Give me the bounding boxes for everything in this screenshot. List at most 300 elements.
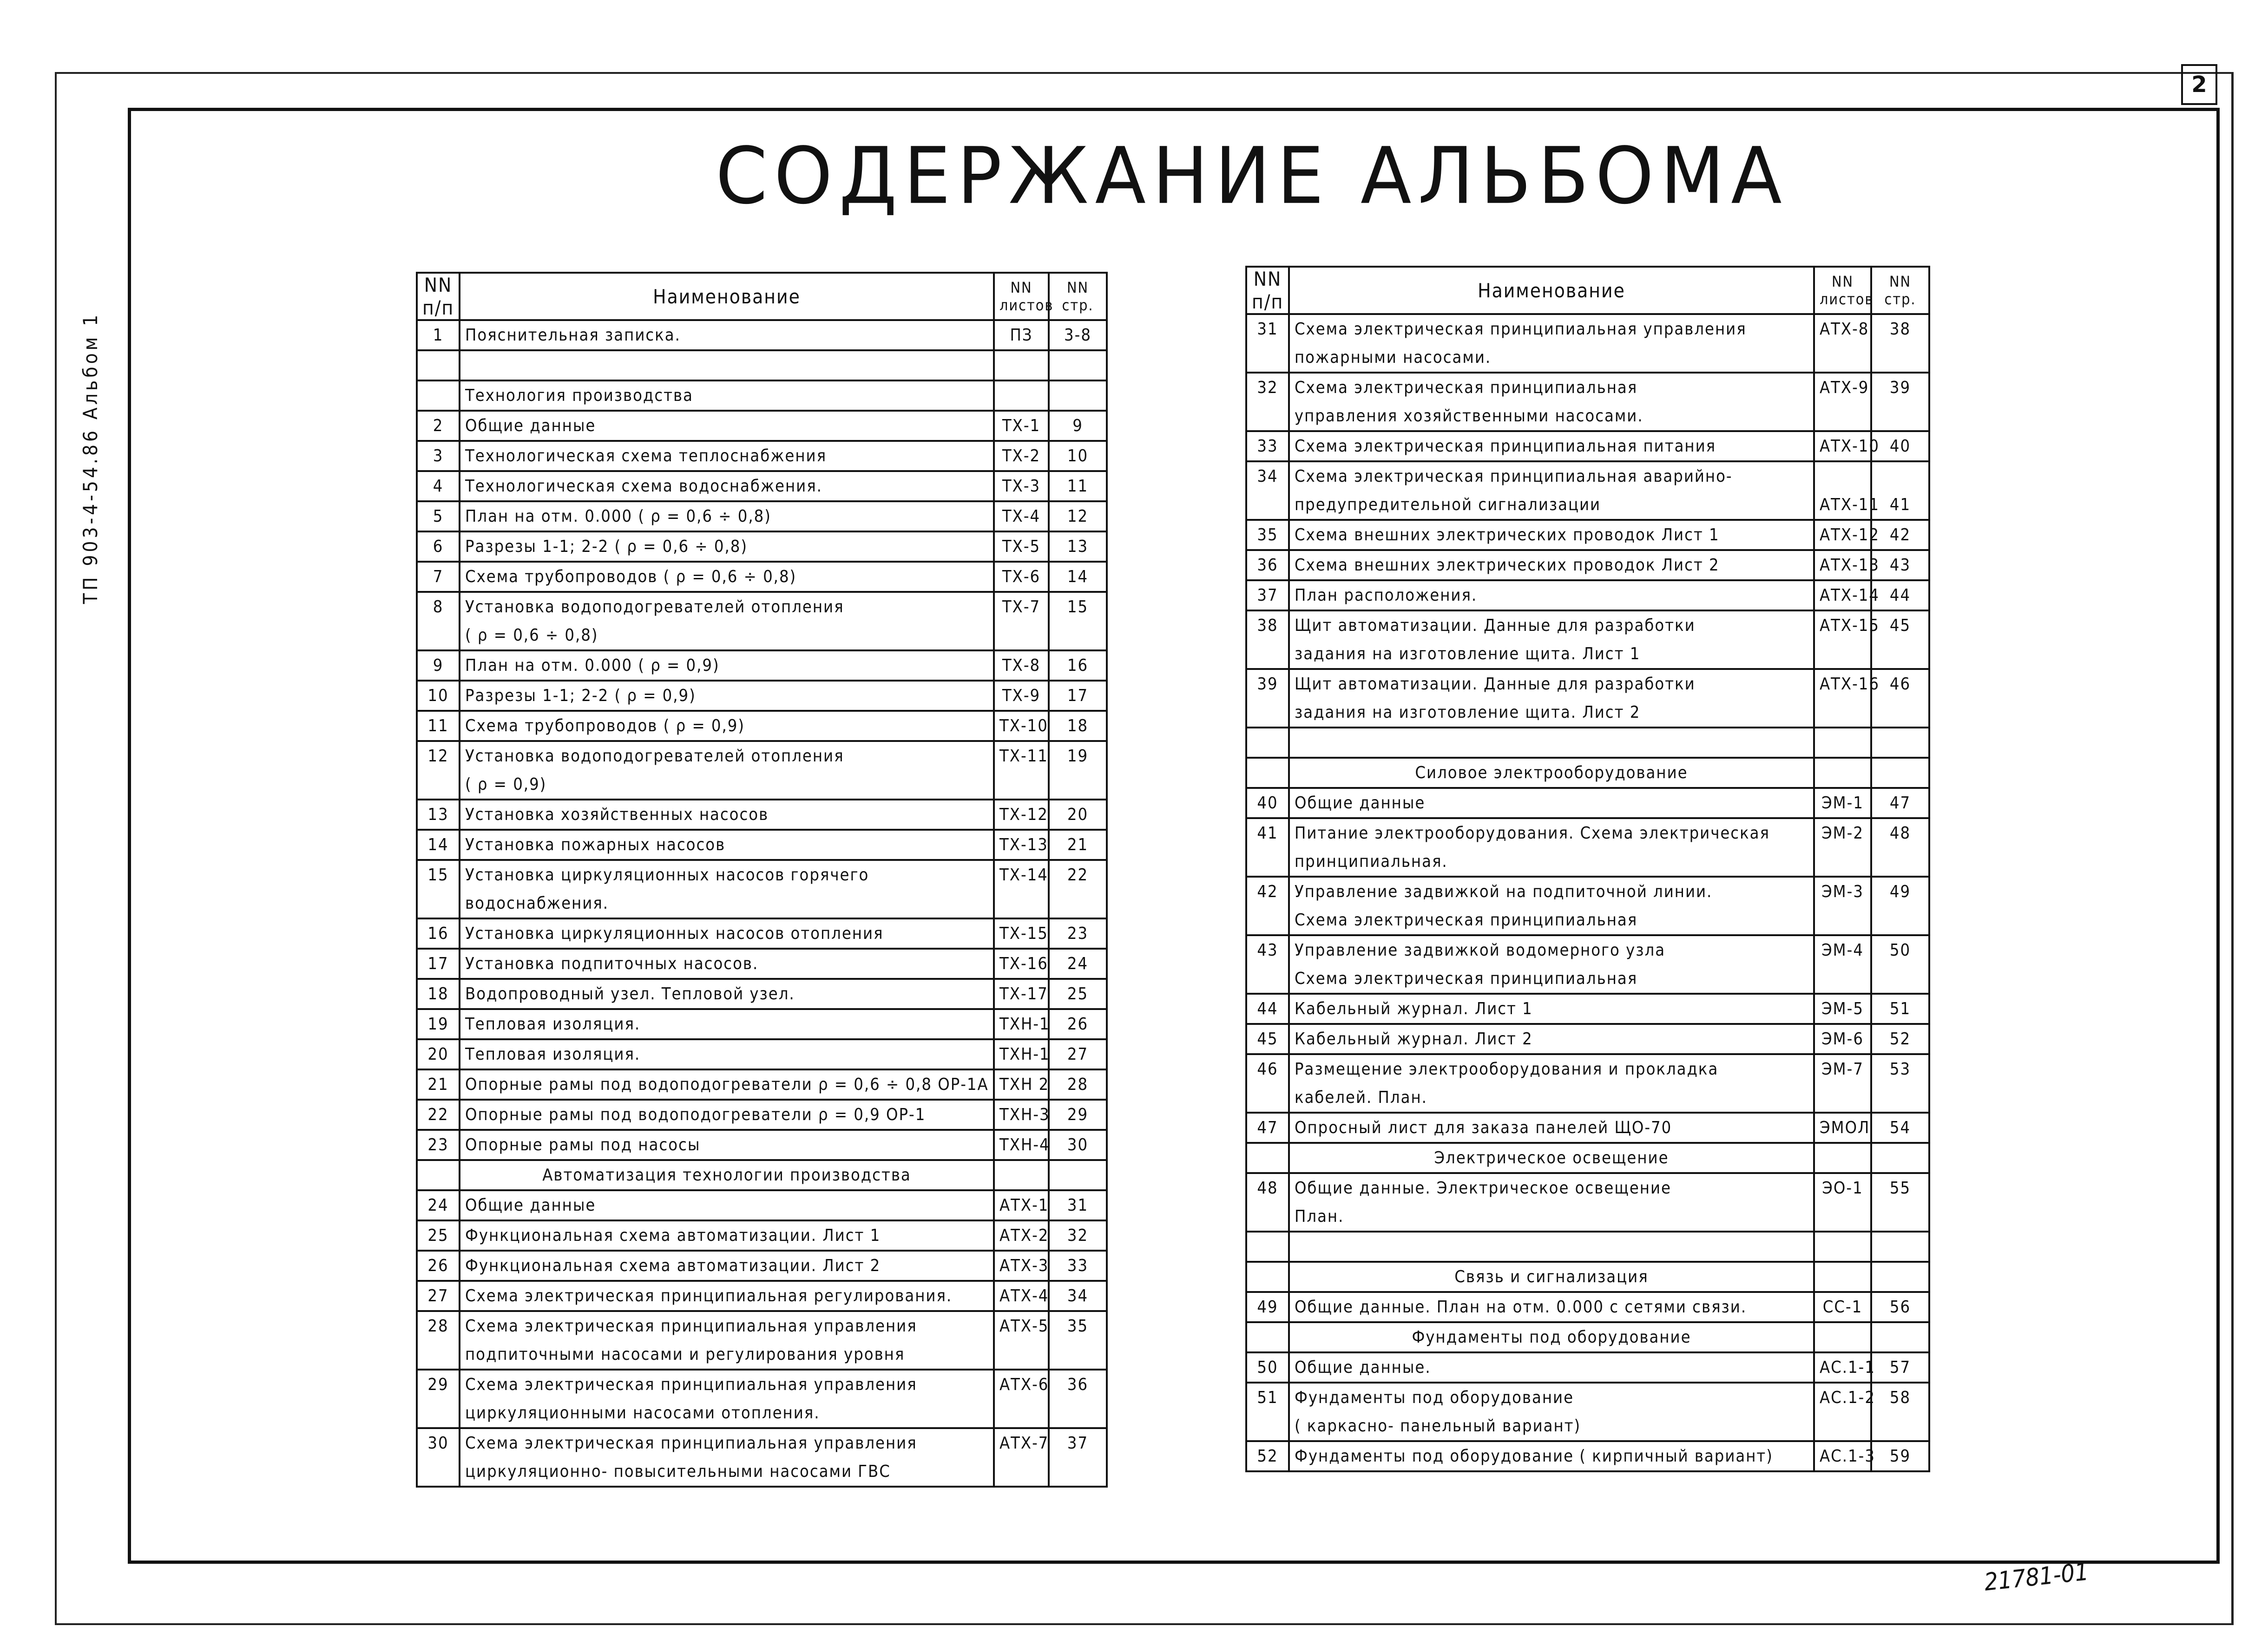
row-number: 26 bbox=[417, 1251, 460, 1281]
row-sheet bbox=[1814, 1412, 1871, 1441]
row-page bbox=[1871, 343, 1929, 373]
row-number: 32 bbox=[1246, 373, 1289, 402]
row-name: Размещение электрооборудования и прокладка bbox=[1289, 1054, 1814, 1083]
row-page: 28 bbox=[1049, 1069, 1107, 1100]
row-page: 39 bbox=[1871, 373, 1929, 402]
row-name: Общие данные bbox=[460, 1190, 994, 1220]
row-name: Схема внешних электрических проводок Лист 2 bbox=[1289, 550, 1814, 580]
row-number: 35 bbox=[1246, 520, 1289, 550]
row-page: 26 bbox=[1049, 1009, 1107, 1039]
row-name: Установка пожарных насосов bbox=[460, 830, 994, 860]
row-sheet: ТХ-2 bbox=[994, 441, 1049, 471]
row-number: 49 bbox=[1246, 1292, 1289, 1322]
row-number: 41 bbox=[1246, 818, 1289, 847]
row-sheet bbox=[994, 889, 1049, 918]
row-page bbox=[1049, 1340, 1107, 1370]
row-name: Фундаменты под оборудование bbox=[1289, 1322, 1814, 1352]
row-page bbox=[1871, 1083, 1929, 1113]
row-sheet: ЭМ-3 bbox=[1814, 877, 1871, 906]
row-name: ( каркасно- панельный вариант) bbox=[1289, 1412, 1814, 1441]
row-page: 11 bbox=[1049, 471, 1107, 501]
row-number bbox=[1246, 964, 1289, 994]
row-page: 9 bbox=[1049, 411, 1107, 441]
table-row bbox=[1246, 343, 1929, 373]
row-number: 22 bbox=[417, 1100, 460, 1130]
table-row bbox=[1246, 1262, 1929, 1292]
row-sheet: ТХН-4 bbox=[994, 1130, 1049, 1160]
row-page bbox=[1049, 350, 1107, 380]
row-number bbox=[1246, 640, 1289, 669]
row-page: 3-8 bbox=[1049, 320, 1107, 350]
row-page: 51 bbox=[1871, 994, 1929, 1024]
row-sheet bbox=[994, 350, 1049, 380]
row-page: 44 bbox=[1871, 580, 1929, 610]
table-row bbox=[1246, 640, 1929, 669]
row-number: 51 bbox=[1246, 1383, 1289, 1412]
row-number: 37 bbox=[1246, 580, 1289, 610]
table-row bbox=[1246, 758, 1929, 788]
row-sheet bbox=[1814, 402, 1871, 431]
row-page: 37 bbox=[1049, 1428, 1107, 1457]
row-name: кабелей. План. bbox=[1289, 1083, 1814, 1113]
row-page bbox=[1871, 964, 1929, 994]
row-sheet bbox=[1814, 640, 1871, 669]
row-page bbox=[1049, 889, 1107, 918]
row-sheet bbox=[1814, 758, 1871, 788]
row-number: 1 bbox=[417, 320, 460, 350]
row-name: Схема внешних электрических проводок Лист 1 bbox=[1289, 520, 1814, 550]
row-name: Управление задвижкой водомерного узла bbox=[1289, 935, 1814, 964]
row-page: 35 bbox=[1049, 1311, 1107, 1340]
row-sheet: АТХ-13 bbox=[1814, 550, 1871, 580]
row-sheet: ТХ-17 bbox=[994, 979, 1049, 1009]
table-row bbox=[417, 1399, 1107, 1428]
table-row bbox=[1246, 1292, 1929, 1322]
row-page: 32 bbox=[1049, 1220, 1107, 1251]
row-name: подпиточными насосами и регулирования уровня bbox=[460, 1340, 994, 1370]
row-page: 23 bbox=[1049, 918, 1107, 949]
row-number: 44 bbox=[1246, 994, 1289, 1024]
row-page: 59 bbox=[1871, 1441, 1929, 1471]
row-page: 24 bbox=[1049, 949, 1107, 979]
row-name: Электрическое освещение bbox=[1289, 1143, 1814, 1173]
row-sheet: ТХ-4 bbox=[994, 501, 1049, 531]
table-row bbox=[417, 441, 1107, 471]
row-name: управления хозяйственными насосами. bbox=[1289, 402, 1814, 431]
row-number: 28 bbox=[417, 1311, 460, 1340]
row-sheet: ТХ-1 bbox=[994, 411, 1049, 441]
row-page bbox=[1871, 758, 1929, 788]
row-number: 45 bbox=[1246, 1024, 1289, 1054]
row-name: Схема электрическая принципиальная регулирования. bbox=[460, 1281, 994, 1311]
row-name: Схема электрическая принципиальная управления bbox=[1289, 314, 1814, 343]
row-page: 12 bbox=[1049, 501, 1107, 531]
table-row bbox=[1246, 1143, 1929, 1173]
row-sheet bbox=[994, 1457, 1049, 1487]
contents-table-right bbox=[1245, 266, 1930, 1472]
table-row bbox=[417, 650, 1107, 681]
table-row bbox=[417, 1251, 1107, 1281]
table-row bbox=[417, 1311, 1107, 1340]
row-sheet: ТХ-9 bbox=[994, 681, 1049, 711]
table-row bbox=[417, 1457, 1107, 1487]
row-sheet: ТХ-8 bbox=[994, 650, 1049, 681]
row-sheet: ТХН-1 bbox=[994, 1009, 1049, 1039]
table-row bbox=[417, 320, 1107, 350]
row-page: 31 bbox=[1049, 1190, 1107, 1220]
row-page: 30 bbox=[1049, 1130, 1107, 1160]
row-name: Опорные рамы под водоподогреватели ρ = 0,6 ÷ 0,8 ОР-1А bbox=[460, 1069, 994, 1100]
side-label: ТП 903-4-54.86 Альбом 1 bbox=[79, 312, 102, 604]
table-row bbox=[1246, 1024, 1929, 1054]
row-name: пожарными насосами. bbox=[1289, 343, 1814, 373]
row-number bbox=[417, 1399, 460, 1428]
row-number bbox=[1246, 343, 1289, 373]
table-row bbox=[417, 800, 1107, 830]
table-row bbox=[1246, 818, 1929, 847]
table-row bbox=[417, 1039, 1107, 1069]
row-page bbox=[1049, 1160, 1107, 1190]
row-name: Функциональная схема автоматизации. Лист 2 bbox=[460, 1251, 994, 1281]
table-row bbox=[1246, 1232, 1929, 1262]
row-sheet: ТХ-3 bbox=[994, 471, 1049, 501]
row-number: 2 bbox=[417, 411, 460, 441]
row-page: 20 bbox=[1049, 800, 1107, 830]
row-page: 33 bbox=[1049, 1251, 1107, 1281]
row-number: 33 bbox=[1246, 431, 1289, 461]
row-page bbox=[1871, 1322, 1929, 1352]
table-row bbox=[417, 592, 1107, 621]
row-page: 49 bbox=[1871, 877, 1929, 906]
row-page: 56 bbox=[1871, 1292, 1929, 1322]
row-number bbox=[1246, 758, 1289, 788]
table-row bbox=[1246, 1113, 1929, 1143]
header-number: NN п/п bbox=[417, 273, 460, 320]
row-number: 11 bbox=[417, 711, 460, 741]
row-sheet bbox=[994, 770, 1049, 800]
row-number bbox=[417, 380, 460, 411]
row-sheet bbox=[1814, 728, 1871, 758]
row-name: Кабельный журнал. Лист 2 bbox=[1289, 1024, 1814, 1054]
row-number bbox=[1246, 698, 1289, 728]
row-number: 10 bbox=[417, 681, 460, 711]
row-sheet bbox=[1814, 847, 1871, 877]
table-row bbox=[1246, 373, 1929, 402]
row-sheet: АТХ-1 bbox=[994, 1190, 1049, 1220]
row-name: Схема электрическая принципиальная bbox=[1289, 964, 1814, 994]
row-page: 14 bbox=[1049, 562, 1107, 592]
row-sheet bbox=[1814, 906, 1871, 935]
row-number bbox=[1246, 1232, 1289, 1262]
row-name: циркуляционно- повысительными насосами ГВС bbox=[460, 1457, 994, 1487]
row-page: 27 bbox=[1049, 1039, 1107, 1069]
page-number: 2 bbox=[2181, 64, 2217, 105]
row-number: 24 bbox=[417, 1190, 460, 1220]
row-page: 18 bbox=[1049, 711, 1107, 741]
row-page: 15 bbox=[1049, 592, 1107, 621]
row-name: Схема трубопроводов ( ρ = 0,9) bbox=[460, 711, 994, 741]
row-sheet: ТХ-10 bbox=[994, 711, 1049, 741]
row-number: 31 bbox=[1246, 314, 1289, 343]
table-row bbox=[417, 1340, 1107, 1370]
row-sheet: АТХ-6 bbox=[994, 1370, 1049, 1399]
table-row bbox=[417, 1220, 1107, 1251]
row-number: 17 bbox=[417, 949, 460, 979]
row-name: Пояснительная записка. bbox=[460, 320, 994, 350]
row-sheet: ЭО-1 bbox=[1814, 1173, 1871, 1202]
row-name: Схема электрическая принципиальная питания bbox=[1289, 431, 1814, 461]
row-sheet: ТХ-11 bbox=[994, 741, 1049, 770]
row-sheet: АС.1-1 bbox=[1814, 1352, 1871, 1383]
row-name: Общие данные bbox=[460, 411, 994, 441]
row-name: Установка хозяйственных насосов bbox=[460, 800, 994, 830]
row-page: 34 bbox=[1049, 1281, 1107, 1311]
contents-table-left bbox=[416, 272, 1108, 1488]
row-sheet bbox=[1814, 461, 1871, 491]
row-number: 14 bbox=[417, 830, 460, 860]
row-number: 29 bbox=[417, 1370, 460, 1399]
row-sheet: АТХ-11 bbox=[1814, 491, 1871, 520]
header-pages: NN стр. bbox=[1871, 267, 1929, 314]
row-sheet: ТХ-14 bbox=[994, 860, 1049, 889]
row-page: 48 bbox=[1871, 818, 1929, 847]
row-page bbox=[1871, 1143, 1929, 1173]
row-page: 13 bbox=[1049, 531, 1107, 562]
table-row bbox=[417, 1009, 1107, 1039]
row-name: Опорные рамы под водоподогреватели ρ = 0,9 ОР-1 bbox=[460, 1100, 994, 1130]
row-page bbox=[1049, 1457, 1107, 1487]
row-number bbox=[417, 621, 460, 650]
row-name: План на отм. 0.000 ( ρ = 0,9) bbox=[460, 650, 994, 681]
table-row bbox=[1246, 1202, 1929, 1232]
row-page: 41 bbox=[1871, 491, 1929, 520]
row-page: 38 bbox=[1871, 314, 1929, 343]
row-sheet bbox=[994, 1399, 1049, 1428]
row-number: 39 bbox=[1246, 669, 1289, 698]
table-row bbox=[417, 380, 1107, 411]
table-row bbox=[417, 949, 1107, 979]
row-number bbox=[1246, 1083, 1289, 1113]
table-row bbox=[1246, 1352, 1929, 1383]
row-page: 19 bbox=[1049, 741, 1107, 770]
row-sheet: СС-1 bbox=[1814, 1292, 1871, 1322]
row-number: 5 bbox=[417, 501, 460, 531]
table-row bbox=[1246, 1173, 1929, 1202]
row-name: План расположения. bbox=[1289, 580, 1814, 610]
header-pages: NN стр. bbox=[1049, 273, 1107, 320]
row-page bbox=[1871, 1412, 1929, 1441]
row-name: Разрезы 1-1; 2-2 ( ρ = 0,6 ÷ 0,8) bbox=[460, 531, 994, 562]
row-sheet: АТХ-14 bbox=[1814, 580, 1871, 610]
row-page: 55 bbox=[1871, 1173, 1929, 1202]
table-row bbox=[417, 350, 1107, 380]
row-name: Установка водоподогревателей отопления bbox=[460, 741, 994, 770]
row-number: 18 bbox=[417, 979, 460, 1009]
row-sheet: АТХ-16 bbox=[1814, 669, 1871, 698]
table-row bbox=[1246, 964, 1929, 994]
row-number bbox=[417, 1340, 460, 1370]
row-name: водоснабжения. bbox=[460, 889, 994, 918]
row-number bbox=[417, 1160, 460, 1190]
row-sheet: ЭМ-2 bbox=[1814, 818, 1871, 847]
table-row bbox=[1246, 1441, 1929, 1471]
row-sheet bbox=[1814, 1143, 1871, 1173]
row-sheet: ТХ-5 bbox=[994, 531, 1049, 562]
row-page: 50 bbox=[1871, 935, 1929, 964]
row-number: 30 bbox=[417, 1428, 460, 1457]
header-name: Наименование bbox=[1289, 267, 1814, 314]
table-row bbox=[1246, 847, 1929, 877]
table-row bbox=[417, 889, 1107, 918]
row-number: 42 bbox=[1246, 877, 1289, 906]
row-page: 22 bbox=[1049, 860, 1107, 889]
row-name: задания на изготовление щита. Лист 2 bbox=[1289, 698, 1814, 728]
row-sheet: АТХ-15 bbox=[1814, 610, 1871, 640]
table-row bbox=[417, 1370, 1107, 1399]
header-sheets: NN листов bbox=[994, 273, 1049, 320]
row-number: 9 bbox=[417, 650, 460, 681]
row-sheet: ТХ-12 bbox=[994, 800, 1049, 830]
row-sheet bbox=[1814, 343, 1871, 373]
row-page bbox=[1871, 402, 1929, 431]
row-page bbox=[1871, 698, 1929, 728]
row-page: 52 bbox=[1871, 1024, 1929, 1054]
row-page bbox=[1871, 640, 1929, 669]
table-row bbox=[417, 918, 1107, 949]
row-sheet: ЭМ-1 bbox=[1814, 788, 1871, 818]
table-row bbox=[1246, 994, 1929, 1024]
table-row bbox=[417, 860, 1107, 889]
row-page: 58 bbox=[1871, 1383, 1929, 1412]
row-number: 21 bbox=[417, 1069, 460, 1100]
row-name: Схема трубопроводов ( ρ = 0,6 ÷ 0,8) bbox=[460, 562, 994, 592]
table-row bbox=[1246, 550, 1929, 580]
row-page: 53 bbox=[1871, 1054, 1929, 1083]
row-name: ( ρ = 0,9) bbox=[460, 770, 994, 800]
row-sheet bbox=[1814, 1083, 1871, 1113]
row-sheet: ТХН 2 bbox=[994, 1069, 1049, 1100]
row-sheet: АТХ-10 bbox=[1814, 431, 1871, 461]
table-row bbox=[417, 621, 1107, 650]
table-row bbox=[417, 1281, 1107, 1311]
row-page bbox=[1871, 847, 1929, 877]
table-row bbox=[417, 1069, 1107, 1100]
row-name: Общие данные. План на отм. 0.000 с сетями связи. bbox=[1289, 1292, 1814, 1322]
table-row bbox=[1246, 728, 1929, 758]
row-name: Установка циркуляционных насосов горячего bbox=[460, 860, 994, 889]
row-sheet: ЭМ-6 bbox=[1814, 1024, 1871, 1054]
row-name: Щит автоматизации. Данные для разработки bbox=[1289, 610, 1814, 640]
row-number: 52 bbox=[1246, 1441, 1289, 1471]
table-row bbox=[1246, 698, 1929, 728]
row-page: 25 bbox=[1049, 979, 1107, 1009]
row-name: Общие данные. Электрическое освещение bbox=[1289, 1173, 1814, 1202]
table-row bbox=[1246, 877, 1929, 906]
row-number: 16 bbox=[417, 918, 460, 949]
row-number: 38 bbox=[1246, 610, 1289, 640]
row-sheet bbox=[994, 1160, 1049, 1190]
table-row bbox=[1246, 669, 1929, 698]
table-row bbox=[1246, 461, 1929, 491]
row-name: Технология производства bbox=[460, 380, 994, 411]
table-row bbox=[417, 1100, 1107, 1130]
row-name: Схема электрическая принципиальная аварийно- bbox=[1289, 461, 1814, 491]
table-row bbox=[417, 770, 1107, 800]
row-sheet: ТХ-16 bbox=[994, 949, 1049, 979]
row-name: Схема электрическая принципиальная bbox=[1289, 373, 1814, 402]
row-sheet: ПЗ bbox=[994, 320, 1049, 350]
row-sheet bbox=[994, 1340, 1049, 1370]
row-name: Тепловая изоляция. bbox=[460, 1009, 994, 1039]
row-number bbox=[1246, 906, 1289, 935]
row-name: Тепловая изоляция. bbox=[460, 1039, 994, 1069]
table-row bbox=[417, 471, 1107, 501]
row-name: Схема электрическая принципиальная bbox=[1289, 906, 1814, 935]
row-name: задания на изготовление щита. Лист 1 bbox=[1289, 640, 1814, 669]
row-name: Общие данные bbox=[1289, 788, 1814, 818]
row-name: Опросный лист для заказа панелей ЩО-70 bbox=[1289, 1113, 1814, 1143]
row-sheet: ЭМ-7 bbox=[1814, 1054, 1871, 1083]
row-sheet bbox=[1814, 1232, 1871, 1262]
row-sheet: ЭМ-5 bbox=[1814, 994, 1871, 1024]
row-sheet bbox=[994, 621, 1049, 650]
row-number: 47 bbox=[1246, 1113, 1289, 1143]
row-name: ( ρ = 0,6 ÷ 0,8) bbox=[460, 621, 994, 650]
row-page bbox=[1049, 1399, 1107, 1428]
row-page: 46 bbox=[1871, 669, 1929, 698]
row-page bbox=[1049, 380, 1107, 411]
row-page bbox=[1871, 1262, 1929, 1292]
row-sheet bbox=[1814, 698, 1871, 728]
row-number bbox=[1246, 1322, 1289, 1352]
row-sheet: АТХ-3 bbox=[994, 1251, 1049, 1281]
row-number bbox=[417, 889, 460, 918]
header-number: NN п/п bbox=[1246, 267, 1289, 314]
row-number bbox=[1246, 491, 1289, 520]
row-number: 25 bbox=[417, 1220, 460, 1251]
row-name: Автоматизация технологии производства bbox=[460, 1160, 994, 1190]
table-row bbox=[417, 1160, 1107, 1190]
row-sheet: ТХ-13 bbox=[994, 830, 1049, 860]
table-row bbox=[1246, 1322, 1929, 1352]
row-name: Связь и сигнализация bbox=[1289, 1262, 1814, 1292]
row-name: Опорные рамы под насосы bbox=[460, 1130, 994, 1160]
row-number: 4 bbox=[417, 471, 460, 501]
row-sheet: АТХ-8 bbox=[1814, 314, 1871, 343]
table-row bbox=[417, 1130, 1107, 1160]
table-row bbox=[1246, 1083, 1929, 1113]
row-page bbox=[1871, 906, 1929, 935]
row-sheet: АТХ-9 bbox=[1814, 373, 1871, 402]
row-page: 16 bbox=[1049, 650, 1107, 681]
row-page: 29 bbox=[1049, 1100, 1107, 1130]
row-page: 57 bbox=[1871, 1352, 1929, 1383]
row-page bbox=[1871, 1232, 1929, 1262]
table-row bbox=[417, 411, 1107, 441]
table-row bbox=[1246, 1412, 1929, 1441]
row-number: 7 bbox=[417, 562, 460, 592]
row-number: 43 bbox=[1246, 935, 1289, 964]
row-number: 19 bbox=[417, 1009, 460, 1039]
row-page bbox=[1871, 1202, 1929, 1232]
row-number: 3 bbox=[417, 441, 460, 471]
row-number bbox=[1246, 1143, 1289, 1173]
row-sheet: ТХН-3 bbox=[994, 1100, 1049, 1130]
row-number: 20 bbox=[417, 1039, 460, 1069]
row-number bbox=[1246, 847, 1289, 877]
row-name: циркуляционными насосами отопления. bbox=[460, 1399, 994, 1428]
row-number: 15 bbox=[417, 860, 460, 889]
